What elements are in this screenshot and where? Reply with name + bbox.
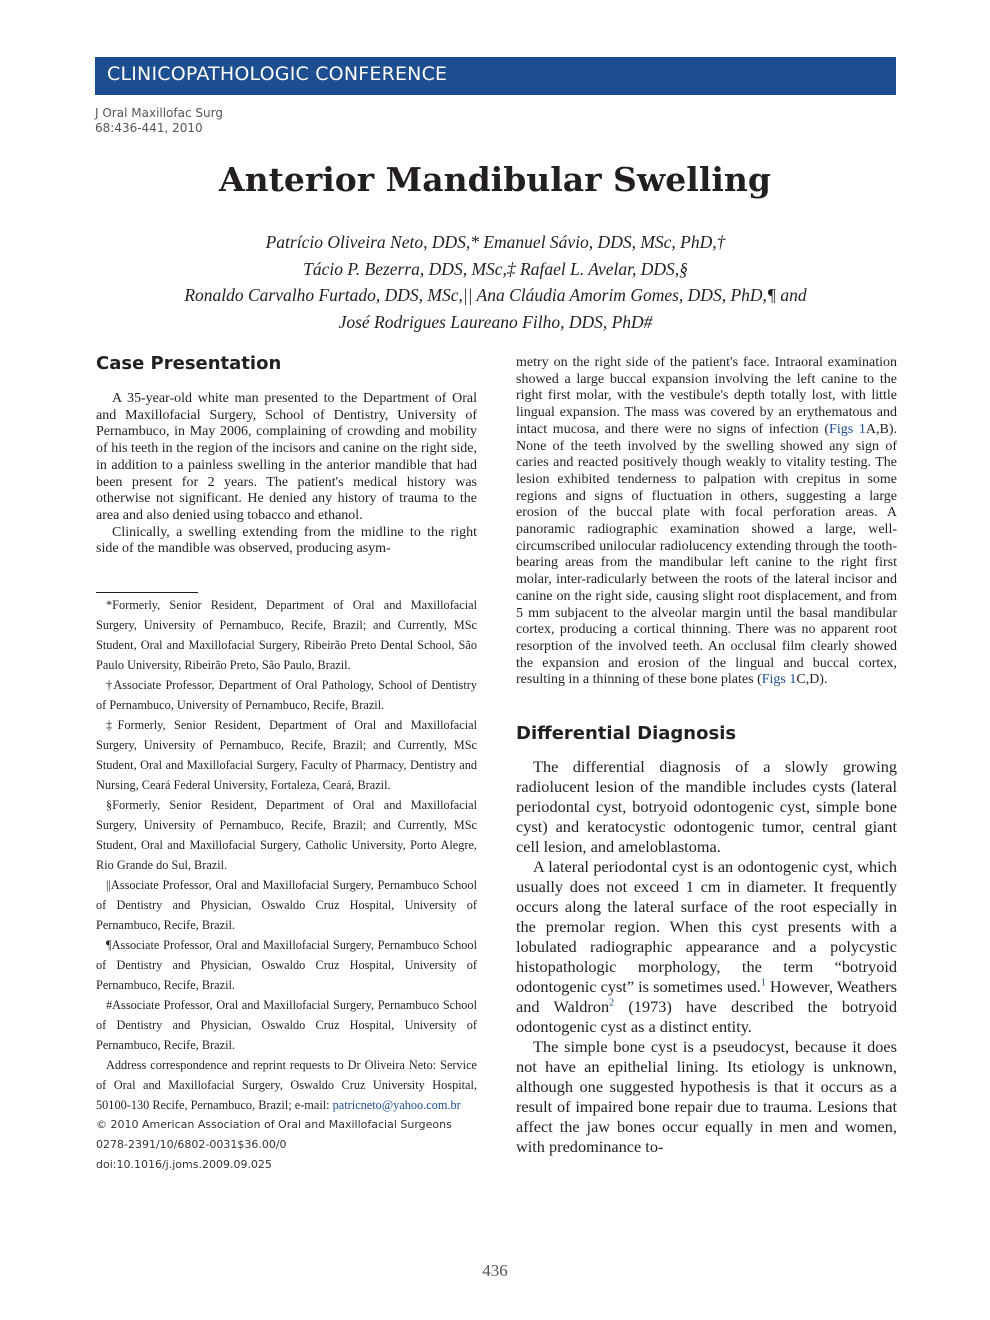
affiliation-footnote: ¶Associate Professor, Oral and Maxillofacial Surgery, Pernambuco School of Dentistry and Physician, Oswaldo Cruz Hospital, University of Pernambuco, Recife, Brazil. (96, 938, 477, 993)
author-line: Ronaldo Carvalho Furtado, DDS, MSc,|| Ana Cláudia Amorim Gomes, DDS, PhD,¶ and (184, 285, 807, 305)
diagnosis-text: A lateral periodontal cyst is an odontogenic cyst, which usually does not exceed 1 cm in diameter. It frequently occurs along the lateral surface of the root especially in the premolar region. When this cyst presents with a lobulated radiographic appearance and a polycystic histopathologic morphology, the term “botryoid odontogenic cyst” is sometimes used. (516, 857, 897, 997)
diagnosis-paragraph: The differential diagnosis of a slowly growing radiolucent lesion of the mandible includes cysts (lateral periodontal cyst, botryoid odontogenic cyst, simple bone cyst) and keratocystic odontogenic tumor, central giant cell lesion, and ameloblastoma. (516, 757, 897, 857)
case-text: metry on the right side of the patient's face. Intraoral examination showed a large buccal expansion involving the left canine to the right first molar, with the vestibule's depth totally lost, with little lingual expansion. The mass was covered by an erythematous and intact mucosa, and there were no signs of infection ( (516, 355, 897, 437)
journal-volume: 68:436-441, 2010 (95, 121, 203, 135)
figure-link[interactable]: Figs 1 (829, 421, 866, 437)
correspondence-footnote (96, 1055, 477, 1115)
author-line: José Rodrigues Laureano Filho, DDS, PhD# (338, 311, 653, 332)
case-presentation-heading: Case Presentation (96, 353, 282, 374)
copyright-line: © 2010 American Association of Oral and Maxillofacial Surgeons (96, 1118, 452, 1132)
affiliation-footnote: *Formerly, Senior Resident, Department of Oral and Maxillofacial Surgery, University of Pernambuco, Recife, Brazil; and Currently, MSc Student, Oral and Maxillofacial Surgery, Ribeirão Preto Dental School, São Paulo University, Ribeirão Preto, São Paulo, Brazil. (96, 598, 477, 673)
affiliation-footnote: §Formerly, Senior Resident, Department of Oral and Maxillofacial Surgery, University of Pernambuco, Recife, Brazil; and Currently, MSc Student, Oral and Maxillofacial Surgery, Catholic University, Porto Alegre, Rio Grande do Sul, Brazil. (96, 798, 477, 873)
affiliation-footnote: #Associate Professor, Oral and Maxillofacial Surgery, Pernambuco School of Dentistry and Physician, Oswaldo Cruz Hospital, University of Pernambuco, Recife, Brazil. (96, 998, 477, 1053)
issn-line: 0278-2391/10/6802-0031$36.00/0 (96, 1138, 287, 1152)
reference-link[interactable]: 2 (609, 997, 615, 1009)
case-text: C,D). (796, 672, 828, 688)
diagnosis-paragraph: The simple bone cyst is a pseudocyst, because it does not have an epithelial lining. Its etiology is unknown, although one suggested hypothesis is that it occurs as a result of impaired bone repair due to trauma. Lesions that affect the jaw bones occur equally in men and women, with predominance to- (516, 1037, 897, 1157)
section-banner (95, 57, 896, 95)
affiliation-footnote: ||Associate Professor, Oral and Maxillofacial Surgery, Pernambuco School of Dentistry and Physician, Oswaldo Cruz Hospital, University of Pernambuco, Recife, Brazil. (96, 878, 477, 933)
affiliation-footnote: †Associate Professor, Department of Oral Pathology, School of Dentistry of Pernambuco, University of Pernambuco, Recife, Brazil. (96, 678, 477, 713)
diagnosis-text: (1973) have described the botryoid odontogenic cyst as a distinct entity. (516, 997, 897, 1037)
right-column (516, 355, 897, 1157)
diagnosis-paragraph (516, 857, 897, 1037)
email-link[interactable]: patricneto@yahoo.com.br (332, 1098, 461, 1113)
reference-link[interactable]: 1 (760, 977, 766, 989)
article-title: Anterior Mandibular Swelling (219, 160, 771, 199)
correspondence-text: Address correspondence and reprint requests to Dr Oliveira Neto: Service of Oral and Maxillofacial Surgery, Oswaldo Cruz University Hospital, 50100-130 Recife, Pernambuco, Brazil; e-mail: (96, 1058, 477, 1113)
author-line: Tácio P. Bezerra, DDS, MSc,‡ Rafael L. Avelar, DDS,§ (303, 258, 688, 279)
differential-diagnosis-heading: Differential Diagnosis (516, 723, 737, 745)
author-list (95, 229, 896, 335)
section-label: CLINICOPATHOLOGIC CONFERENCE (107, 63, 448, 85)
author-line: Patrício Oliveira Neto, DDS,* Emanuel Sávio, DDS, MSc, PhD,† (265, 232, 726, 252)
journal-citation (95, 106, 223, 136)
case-paragraph-continued (516, 355, 897, 689)
page-number: 436 (482, 1261, 508, 1280)
journal-name: J Oral Maxillofac Surg (95, 106, 223, 120)
doi-line: doi:10.1016/j.joms.2009.09.025 (96, 1158, 272, 1172)
affiliation-footnote: ‡Formerly, Senior Resident, Department of Oral and Maxillofacial Surgery, University of Pernambuco, Recife, Brazil; and Currently, MSc Student, Oral and Maxillofacial Surgery, Faculty of Pharmacy, Dentistry and Nursing, Ceará Federal University, Fortaleza, Ceará, Brazil. (96, 718, 477, 793)
case-paragraph: A 35-year-old white man presented to the Department of Oral and Maxillofacial Surgery, School of Dentistry, University of Pernambuco, in May 2006, complaining of crowding and mobility of his teeth in the region of the incisors and canine on the right side, in addition to a painless swelling in the anterior mandible that had been present for 2 years. The patient's medical history was otherwise not significant. He denied any history of trauma to the area and also denied using tobacco and ethanol. (96, 391, 477, 523)
diagnosis-text: However, Weathers and Waldron (516, 977, 897, 1017)
case-text: A,B). None of the teeth involved by the swelling showed any sign of caries and reacted positively though weakly to vitality testing. The lesion exhibited tenderness to palpation with crepitus in some regions and signs of fluctuation in others, suggesting a large erosion of the buccal plate with focal perforation areas. A panoramic radiographic examination showed a large, well-circumscribed unilocular radiolucency extending through the tooth-bearing areas from the mandibular left canine to the right first molar, inter-radicularly between the roots of the lateral incisor and canine on the right side, causing slight root displacement, and from 5 mm subjacent to the alveolar margin until the basal mandibular cortex, producing a cortical thinning. There was no apparent root resorption of the involved teeth. An occlusal film clearly showed the expansion and erosion of the lingual and buccal cortex, resulting in a thinning of these bone plates ( (516, 421, 898, 688)
left-column (96, 353, 477, 1175)
case-paragraph: Clinically, a swelling extending from the midline to the right side of the mandible was observed, producing asym- (96, 524, 477, 557)
figure-link[interactable]: Figs 1 (761, 672, 797, 688)
